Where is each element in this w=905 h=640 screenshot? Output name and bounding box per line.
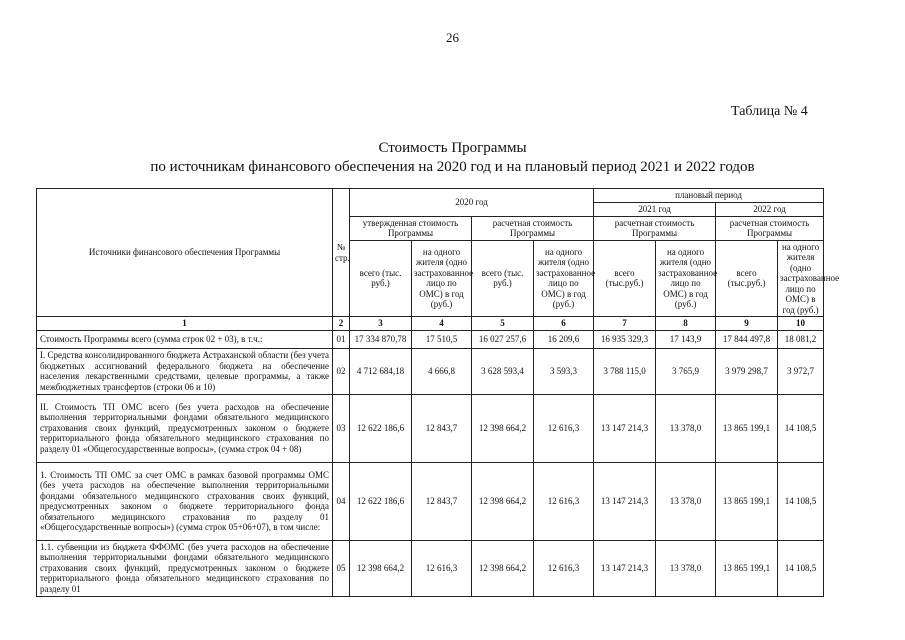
cell-value: 13 378,0 — [656, 394, 716, 462]
cell-value: 3 628 593,4 — [472, 348, 534, 394]
cell-value: 4 666,8 — [412, 348, 472, 394]
cell-value: 13 378,0 — [656, 540, 716, 596]
cell-value: 17 334 870,78 — [350, 330, 412, 348]
cell-value: 12 398 664,2 — [472, 540, 534, 596]
header-total: всего (тыс. руб.) — [350, 240, 412, 317]
row-number: 02 — [333, 348, 350, 394]
cell-value: 12 398 664,2 — [472, 462, 534, 540]
row-label: Стоимость Программы всего (сумма строк 02 + 03), в т.ч.: — [37, 330, 333, 348]
header-planned-period: плановый период — [594, 189, 824, 203]
table-row — [37, 462, 824, 540]
header-per-resident: на одного жителя (одно застрахованное лицо по ОМС) в год (руб.) — [778, 240, 824, 317]
cell-value: 3 788 115,0 — [594, 348, 656, 394]
column-number: 5 — [472, 317, 534, 331]
cost-table — [36, 188, 840, 597]
column-number: 6 — [534, 317, 594, 331]
cell-value: 12 843,7 — [412, 462, 472, 540]
row-label: II. Стоимость ТП ОМС всего (без учета расходов на обеспечение выполнения территориальными фондами обязательного медицинского страхования своих функций, предусмотренных законом о бюджете территориального фонда обязательного медицинского страхования по разделу 01 «Общегосударственные вопросы», (сумма строк 04 + 08) — [37, 394, 333, 462]
cell-value: 14 108,5 — [778, 394, 824, 462]
row-number: 05 — [333, 540, 350, 596]
cell-value: 13 865 199,1 — [716, 462, 778, 540]
header-total: всего (тыс. руб.) — [472, 240, 534, 317]
cell-value: 16 935 329,3 — [594, 330, 656, 348]
header-approved-cost-2020: утвержденная стоимость Программы — [350, 216, 472, 240]
cell-value: 12 622 186,6 — [350, 394, 412, 462]
page-number: 26 — [446, 30, 459, 45]
cell-value: 12 843,7 — [412, 394, 472, 462]
table-row — [37, 394, 824, 462]
header-calc-cost-2022: расчетная стоимость Программы — [716, 216, 824, 240]
column-number: 4 — [412, 317, 472, 331]
header-row-no: № стр. — [333, 189, 350, 317]
header-total: всего (тыс.руб.) — [716, 240, 778, 317]
cell-value: 3 972,7 — [778, 348, 824, 394]
cell-value: 12 616,3 — [534, 394, 594, 462]
column-number: 3 — [350, 317, 412, 331]
header-total: всего (тыс.руб.) — [594, 240, 656, 317]
row-label: 1.1. субвенции из бюджета ФФОМС (без учета расходов на обеспечение выполнения территориальными фондами обязательного медицинского страхования своих функций, предусмотренных законом о бюджете территориального фонда обязательного медицинского страхования по разделу 01 — [37, 540, 333, 596]
column-number: 10 — [778, 317, 824, 331]
column-number: 1 — [37, 317, 333, 331]
table-row — [37, 330, 824, 348]
row-number: 01 — [333, 330, 350, 348]
cell-value: 16 027 257,6 — [472, 330, 534, 348]
cell-value: 16 209,6 — [534, 330, 594, 348]
cell-value: 12 616,3 — [534, 462, 594, 540]
cell-value: 12 616,3 — [412, 540, 472, 596]
document-title — [0, 139, 905, 177]
cell-value: 4 712 684,18 — [350, 348, 412, 394]
cell-value: 18 081,2 — [778, 330, 824, 348]
header-per-resident: на одного жителя (одно застрахованное лицо по ОМС) в год (руб.) — [534, 240, 594, 317]
cell-value: 17 510,5 — [412, 330, 472, 348]
title-line-2: по источникам финансового обеспечения на 2020 год и на плановый период 2021 и 2022 годов — [150, 159, 755, 175]
cell-value: 12 616,3 — [534, 540, 594, 596]
table-row — [37, 348, 824, 394]
row-label: I. Средства консолидированного бюджета Астраханской области (без учета бюджетных ассигнований федерального бюджета на обеспечение населения лекарственными средствами, целевые программы, а также межбюджетных трансфертов (строки 06 и 10) — [37, 348, 333, 394]
cell-value: 14 108,5 — [778, 540, 824, 596]
cell-value: 3 979 298,7 — [716, 348, 778, 394]
header-sources: Источники финансового обеспечения Программы — [37, 189, 333, 317]
cell-value: 13 865 199,1 — [716, 540, 778, 596]
cell-value: 17 844 497,8 — [716, 330, 778, 348]
table-label: Таблица № 4 — [731, 104, 808, 119]
cell-value: 13 865 199,1 — [716, 394, 778, 462]
column-number: 9 — [716, 317, 778, 331]
header-per-resident: на одного жителя (одно застрахованное лицо по ОМС) в год (руб.) — [412, 240, 472, 317]
title-line-1: Стоимость Программы — [378, 140, 527, 156]
column-number: 8 — [656, 317, 716, 331]
cell-value: 12 398 664,2 — [350, 540, 412, 596]
cell-value: 3 593,3 — [534, 348, 594, 394]
header-year-2021: 2021 год — [594, 203, 716, 217]
header-calc-cost-2021: расчетная стоимость Программы — [594, 216, 716, 240]
cell-value: 17 143,9 — [656, 330, 716, 348]
column-number: 2 — [333, 317, 350, 331]
header-year-2020: 2020 год — [350, 189, 594, 217]
table-row — [37, 540, 824, 596]
cell-value: 13 378,0 — [656, 462, 716, 540]
header-year-2022: 2022 год — [716, 203, 824, 217]
cell-value: 14 108,5 — [778, 462, 824, 540]
row-number: 04 — [333, 462, 350, 540]
header-per-resident: на одного жителя (одно застрахованное лицо по ОМС) в год (руб.) — [656, 240, 716, 317]
cell-value: 12 622 186,6 — [350, 462, 412, 540]
row-label: 1. Стоимость ТП ОМС за счет ОМС в рамках базовой программы ОМС (без учета расходов на обеспечение выполнения территориальными фондами обязательного медицинского страхования своих функций, предусмотренных законом о бюджете территориального фонда обязательного медицинского страхования по разделу 01 «Общегосударственные вопросы») (сумма строк 05+06+07), в том числе: — [37, 462, 333, 540]
cell-value: 13 147 214,3 — [594, 540, 656, 596]
cell-value: 13 147 214,3 — [594, 394, 656, 462]
row-number: 03 — [333, 394, 350, 462]
header-calc-cost-2020: расчетная стоимость Программы — [472, 216, 594, 240]
cell-value: 13 147 214,3 — [594, 462, 656, 540]
column-number: 7 — [594, 317, 656, 331]
cell-value: 3 765,9 — [656, 348, 716, 394]
cell-value: 12 398 664,2 — [472, 394, 534, 462]
